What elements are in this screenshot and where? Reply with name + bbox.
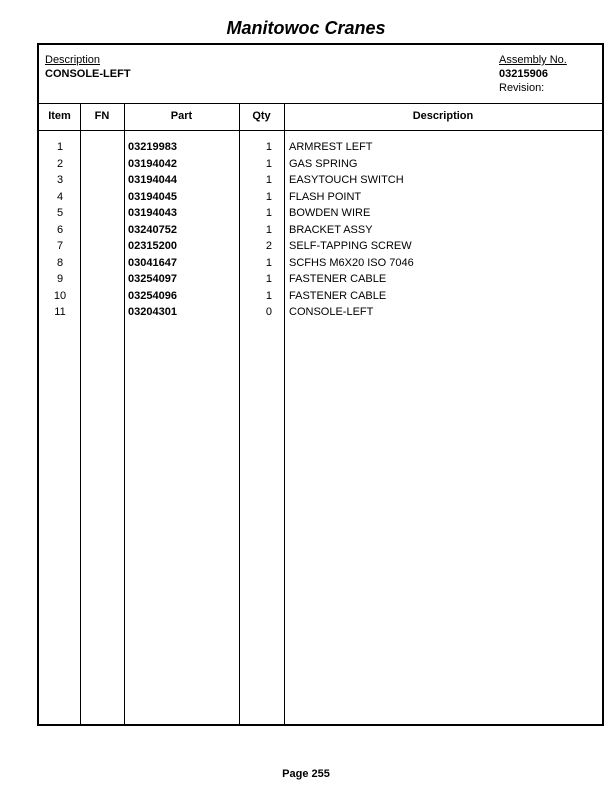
row-item-number: 4 [56,190,64,203]
page-title: Manitowoc Cranes [226,18,386,38]
row-item-number: 7 [56,240,64,252]
row-quantity: 1 [265,157,272,170]
table-row [39,238,602,255]
row-part-number: 03219983 [128,141,177,153]
table-row [39,304,602,321]
table-row [39,271,602,288]
row-description: FLASH POINT [289,190,362,203]
row-quantity: 2 [265,240,272,252]
page-number: Page 255 [282,768,330,780]
row-quantity: 1 [265,256,272,269]
row-description: CONSOLE-LEFT [289,306,374,318]
parts-table-body [39,139,602,321]
row-description: GAS SPRING [289,157,358,170]
row-quantity: 1 [265,190,272,203]
table-row [39,288,602,305]
row-part-number: 03254096 [128,289,177,302]
table-row [39,172,602,189]
row-item-number: 9 [56,273,64,285]
row-part-number: 03254097 [128,273,177,285]
row-item-number: 11 [54,306,66,318]
row-part-number: 03194042 [128,157,177,170]
row-part-number: 03240752 [128,223,177,236]
row-item-number: 3 [56,174,64,186]
row-item-number: 8 [56,256,64,269]
row-description: SELF-TAPPING SCREW [289,240,412,252]
row-quantity: 1 [265,289,272,302]
row-item-number: 1 [56,141,64,153]
row-description: EASYTOUCH SWITCH [289,174,404,186]
row-description: BRACKET ASSY [289,223,373,236]
row-item-number: 5 [56,207,64,219]
row-description: ARMREST LEFT [289,141,373,153]
description-value: CONSOLE-LEFT [45,68,131,80]
description-block [45,53,131,81]
row-item-number: 2 [56,157,64,170]
table-row [39,156,602,173]
column-header-part: Part [170,110,193,122]
row-quantity: 1 [265,174,272,186]
row-part-number: 03194044 [128,174,177,186]
row-quantity: 1 [265,207,272,219]
table-row [39,205,602,222]
column-header-qty: Qty [252,110,271,122]
table-row [39,139,602,156]
row-item-number: 6 [56,223,64,236]
assembly-value: 03215906 [499,68,548,80]
description-label: Description [45,54,101,66]
row-part-number: 02315200 [128,240,177,252]
row-part-number: 03194043 [128,207,177,219]
row-quantity: 1 [265,223,272,236]
revision-label: Revision: [499,82,545,94]
row-description: BOWDEN WIRE [289,207,371,219]
row-quantity: 0 [265,306,272,318]
row-description: FASTENER CABLE [289,273,387,285]
row-quantity: 1 [265,141,272,153]
table-row [39,222,602,239]
row-part-number: 03194045 [128,190,177,203]
column-header-fn: FN [94,110,110,122]
row-quantity: 1 [265,273,272,285]
column-header-item: Item [48,110,71,122]
row-description: SCFHS M6X20 ISO 7046 [289,256,414,269]
row-description: FASTENER CABLE [289,289,387,302]
table-row [39,255,602,272]
parts-list-frame [37,43,604,726]
row-part-number: 03041647 [128,256,177,269]
row-item-number: 10 [53,289,67,302]
table-row [39,189,602,206]
assembly-label: Assembly No. [499,54,567,66]
row-part-number: 03204301 [128,306,177,318]
assembly-block [499,53,567,95]
column-header-description: Description [412,110,474,122]
